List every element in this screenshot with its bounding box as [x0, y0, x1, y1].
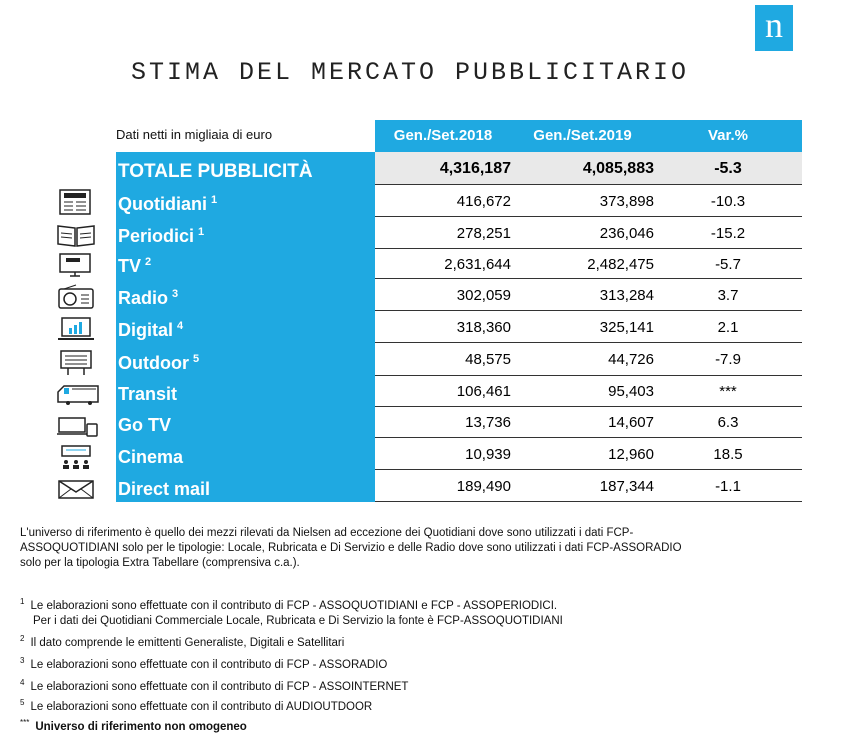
footnote-mark: 5	[192, 353, 200, 365]
column-header-2018: Gen./Set.2018	[375, 120, 511, 152]
table-row	[116, 438, 802, 470]
nielsen-logo: n	[755, 5, 793, 51]
variation: 3.7	[717, 286, 739, 304]
value-2019: 236,046	[599, 224, 654, 242]
category-name: Direct mail	[118, 479, 211, 499]
value-2018: 48,575	[465, 351, 511, 368]
table-row	[116, 249, 802, 279]
billboard-icon	[56, 348, 96, 376]
variation: -7.9	[715, 351, 741, 368]
footnote-mark: 4	[177, 320, 184, 332]
variation: -1.1	[715, 477, 741, 495]
value-2018: 189,490	[456, 477, 511, 495]
table-row	[116, 407, 802, 438]
variation: 2.1	[717, 318, 739, 336]
value-2019: 14,607	[608, 414, 654, 431]
table-row	[116, 376, 802, 407]
value-2019: 373,898	[599, 192, 654, 210]
total-label: TOTALE PUBBLICITÀ	[118, 161, 313, 182]
category-name: Transit	[118, 384, 178, 404]
radio-icon	[56, 284, 96, 310]
category-name: TV	[118, 256, 142, 276]
category-name: Go TV	[118, 415, 171, 435]
total-2018: 4,316,187	[439, 159, 511, 177]
variation: -5.7	[715, 255, 741, 273]
value-2018: 10,939	[465, 445, 511, 463]
value-2018: 318,360	[456, 318, 511, 336]
variation: -10.3	[710, 192, 746, 210]
table-row	[116, 279, 802, 311]
laptop-chart-icon	[56, 316, 96, 342]
total-2019: 4,085,883	[582, 159, 654, 177]
magazine-icon	[56, 222, 96, 248]
footnote-5: $^5$ Le elaborazioni sono effettuate con il contributo di AUDIOUTDOOR	[20, 698, 373, 713]
variation: 18.5	[713, 445, 743, 463]
footnote-mark: 1	[211, 194, 218, 206]
table-row	[116, 470, 802, 502]
value-2019: 95,403	[608, 383, 654, 400]
column-header-variation: Var.%	[654, 120, 802, 152]
footnote-2: $^2$ Il dato comprende le emittenti Generaliste, Digitali e Satellitari	[20, 634, 345, 649]
value-2018: 13,736	[465, 414, 511, 431]
value-2018: 278,251	[456, 224, 511, 242]
variation: ***	[719, 383, 737, 400]
devices-icon	[56, 414, 100, 438]
footnote-1: $^1$ Le elaborazioni sono effettuate con il contributo di FCP - ASSOQUOTIDIANI e FCP - ASSOPERIODICI. Per i dati dei Quotidiani Commerciale Locale, Rubricata e Di Servizio la fonte è FCP-ASSOQUOTIDIANI	[20, 597, 563, 627]
value-2019: 187,344	[599, 477, 654, 495]
value-2019: 12,960	[608, 445, 654, 463]
footnote-3: $^3$ Le elaborazioni sono effettuate con il contributo di FCP - ASSORADIO	[20, 656, 388, 671]
footnote-4: $^4$ Le elaborazioni sono effettuate con il contributo di FCP - ASSOINTERNET	[20, 678, 409, 693]
cinema-icon	[56, 444, 96, 472]
variation: -15.2	[710, 224, 746, 242]
value-2018: 416,672	[456, 192, 511, 210]
envelope-icon	[56, 478, 96, 500]
value-2018: 106,461	[456, 383, 511, 400]
table-row	[116, 185, 802, 217]
table-row	[116, 217, 802, 249]
tv-icon	[56, 252, 94, 278]
value-2019: 44,726	[608, 351, 654, 368]
value-2018: 302,059	[456, 286, 511, 304]
total-variation: -5.3	[714, 159, 742, 177]
category-name: Cinema	[118, 447, 184, 467]
newspaper-icon	[56, 188, 94, 216]
footnote-asterisks: *** Universo di riferimento non omogeneo	[20, 718, 247, 733]
category-name: Digital	[118, 320, 174, 340]
value-2019: 2,482,475	[587, 255, 654, 273]
category-name: Radio	[118, 288, 169, 308]
footnote-mark: 1	[198, 226, 205, 238]
units-label: Dati netti in migliaia di euro	[116, 127, 273, 142]
total-row	[116, 152, 802, 185]
category-name: Quotidiani	[118, 194, 207, 214]
value-2019: 325,141	[599, 318, 654, 336]
universe-note: L'universo di riferimento è quello dei mezzi rilevati da Nielsen ad eccezione dei Quotidiani dove sono utilizzati i dati FCP- ASSOQUOTIDIANI solo per le tipologie: Locale, Rubricata e Di Servizio e delle Radio dove sono utilizzati i dati FCP-ASSORADIO solo per la tipologia Extra Tabellare (comprensiva c.a.).	[20, 527, 682, 569]
column-header-2019: Gen./Set.2019	[511, 120, 654, 152]
value-2018: 2,631,644	[444, 255, 511, 273]
table-row	[116, 311, 802, 343]
footnote-mark: 3	[172, 288, 179, 300]
bus-icon	[56, 382, 102, 406]
category-name: Outdoor	[118, 353, 189, 373]
value-2019: 313,284	[599, 286, 654, 304]
footnote-mark: 2	[145, 256, 152, 268]
category-name: Periodici	[118, 226, 195, 246]
variation: 6.3	[717, 414, 739, 431]
page-title: STIMA DEL MERCATO PUBBLICITARIO	[130, 58, 690, 87]
table-row	[116, 343, 802, 376]
